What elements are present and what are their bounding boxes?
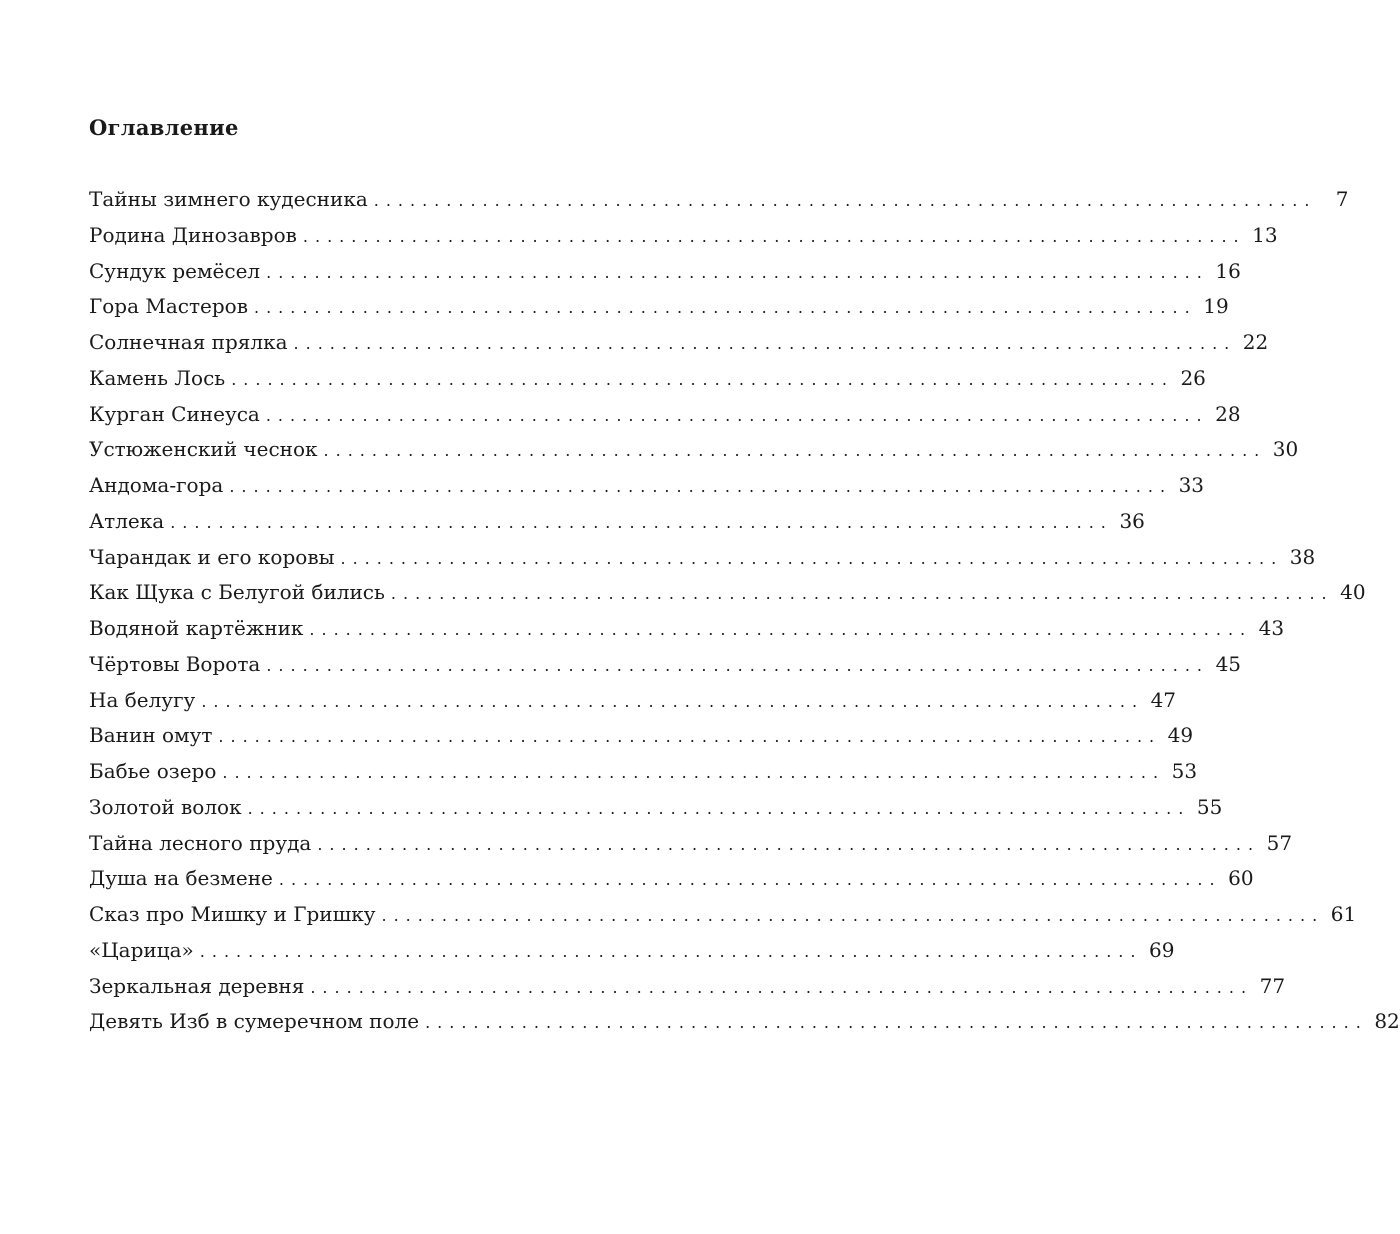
- toc-dot-leader: ..............................................................................: [302, 226, 1246, 246]
- toc-entry-title: Бабье озеро: [89, 759, 217, 783]
- toc-entry: [89, 754, 1198, 790]
- toc-dot-leader: ..............................................................................: [310, 977, 1254, 997]
- toc-entry-page-number: 7: [1335, 187, 1349, 211]
- toc-entry: [89, 504, 1145, 540]
- toc-entry: [89, 575, 1366, 611]
- toc-entry-title: Ванин омут: [89, 723, 213, 748]
- toc-entry: [89, 1004, 1400, 1040]
- toc-dot-leader: ..............................................................................: [170, 512, 1113, 532]
- toc-dot-leader: ..............................................................................: [218, 727, 1162, 747]
- toc-entry-title: Чёртовы Ворота: [89, 651, 261, 676]
- toc-entry-title: Гора Мастеров: [89, 294, 248, 319]
- toc-entry-page-number: 47: [1150, 687, 1177, 712]
- toc-entry-title: Сундук ремёсел: [89, 258, 261, 283]
- toc-entry-title: «Царица»: [89, 937, 194, 962]
- toc-entry-page-number: 60: [1228, 866, 1254, 891]
- toc-entry-title: Душа на безмене: [89, 866, 273, 891]
- toc-entry-title: Как Щука с Белугой бились: [89, 580, 385, 605]
- toc-entry: [89, 718, 1194, 754]
- toc-entry-page-number: 61: [1330, 902, 1357, 926]
- toc-entry: [89, 182, 1349, 218]
- toc-entry: [89, 289, 1229, 325]
- toc-entry: [89, 897, 1357, 933]
- toc-entry-page-number: 28: [1215, 401, 1241, 426]
- toc-dot-leader: ..............................................................................: [278, 870, 1222, 890]
- toc-dot-leader: ..............................................................................: [373, 191, 1317, 210]
- toc-entry-title: Сказ про Мишку и Гришку: [89, 902, 376, 926]
- toc-entry-title: Камень Лось: [89, 365, 226, 390]
- toc-entry-page-number: 55: [1196, 794, 1223, 819]
- toc-entry-title: Андома-гора: [89, 473, 224, 497]
- toc-dot-leader: ..............................................................................: [247, 798, 1191, 818]
- toc-dot-leader: ..............................................................................: [222, 763, 1166, 782]
- toc-list: [89, 182, 1400, 1040]
- toc-entry: [89, 432, 1299, 468]
- toc-entry-page-number: 13: [1252, 222, 1278, 247]
- toc-dot-leader: ..............................................................................: [266, 262, 1209, 282]
- toc-dot-leader: ..............................................................................: [381, 906, 1325, 925]
- toc-dot-leader: ..............................................................................: [201, 691, 1145, 711]
- toc-entry-page-number: 16: [1215, 258, 1241, 283]
- toc-dot-leader: ..............................................................................: [390, 584, 1334, 604]
- toc-entry: [89, 933, 1175, 969]
- toc-entry-title: Чарандак и его коровы: [89, 544, 335, 569]
- toc-dot-leader: ..............................................................................: [340, 548, 1284, 568]
- toc-entry-page-number: 33: [1178, 473, 1205, 497]
- toc-entry-title: Курган Синеуса: [89, 401, 260, 426]
- toc-dot-leader: ..............................................................................: [317, 834, 1261, 854]
- toc-dot-leader: ..............................................................................: [309, 620, 1253, 639]
- toc-entry: [89, 361, 1206, 397]
- toc-entry: [89, 790, 1223, 826]
- toc-entry-page-number: 82: [1374, 1009, 1400, 1034]
- toc-entry-title: Атлека: [89, 508, 165, 533]
- toc-entry-page-number: 38: [1289, 544, 1316, 569]
- toc-entry: [89, 683, 1177, 719]
- toc-entry: [89, 397, 1241, 433]
- toc-entry-page-number: 43: [1258, 616, 1285, 640]
- toc-dot-leader: ..............................................................................: [253, 298, 1197, 318]
- toc-entry-title: Устюженский чеснок: [89, 437, 318, 462]
- toc-entry-page-number: 57: [1266, 830, 1293, 855]
- toc-entry: [89, 647, 1242, 683]
- toc-entry: [89, 218, 1278, 254]
- toc-dot-leader: ..............................................................................: [293, 334, 1237, 353]
- toc-entry: [89, 468, 1205, 504]
- toc-entry: [89, 969, 1286, 1005]
- toc-entry-title: Тайны зимнего кудесника: [89, 187, 368, 211]
- toc-entry-page-number: 40: [1340, 580, 1366, 605]
- toc-entry-title: Тайна лесного пруда: [89, 830, 312, 855]
- toc-dot-leader: ..............................................................................: [199, 941, 1143, 961]
- toc-entry-page-number: 22: [1242, 330, 1269, 354]
- toc-dot-leader: ..............................................................................: [425, 1013, 1368, 1033]
- toc-entry-title: Водяной картёжник: [89, 616, 304, 640]
- toc-entry-title: Девять Изб в сумеречном поле: [89, 1009, 420, 1034]
- toc-entry-title: Золотой волок: [89, 794, 242, 819]
- toc-dot-leader: ..............................................................................: [231, 369, 1174, 389]
- toc-entry-page-number: 36: [1119, 508, 1145, 533]
- toc-entry-page-number: 45: [1215, 651, 1242, 676]
- toc-entry-page-number: 49: [1167, 723, 1194, 748]
- toc-entry: [89, 254, 1241, 290]
- toc-entry: [89, 861, 1254, 897]
- toc-dot-leader: ..............................................................................: [323, 441, 1267, 461]
- toc-entry: [89, 611, 1285, 647]
- toc-dot-leader: ..............................................................................: [229, 477, 1173, 496]
- toc-entry-title: Родина Динозавров: [89, 222, 297, 247]
- toc-entry-page-number: 19: [1203, 294, 1229, 319]
- toc-entry-page-number: 30: [1272, 437, 1299, 462]
- toc-entry-page-number: 26: [1180, 365, 1206, 390]
- toc-entry-title: Солнечная прялка: [89, 330, 288, 354]
- toc-entry-page-number: 53: [1171, 759, 1198, 783]
- toc-heading: Оглавление: [89, 115, 239, 140]
- toc-entry-title: Зеркальная деревня: [89, 973, 305, 998]
- toc-entry-title: На белугу: [89, 687, 196, 712]
- toc-entry: [89, 826, 1293, 862]
- toc-entry-page-number: 77: [1259, 973, 1286, 998]
- toc-entry: [89, 325, 1269, 361]
- toc-dot-leader: ..............................................................................: [265, 405, 1209, 425]
- toc-dot-leader: ..............................................................................: [266, 655, 1210, 675]
- toc-entry: [89, 540, 1316, 576]
- toc-entry-page-number: 69: [1149, 937, 1175, 962]
